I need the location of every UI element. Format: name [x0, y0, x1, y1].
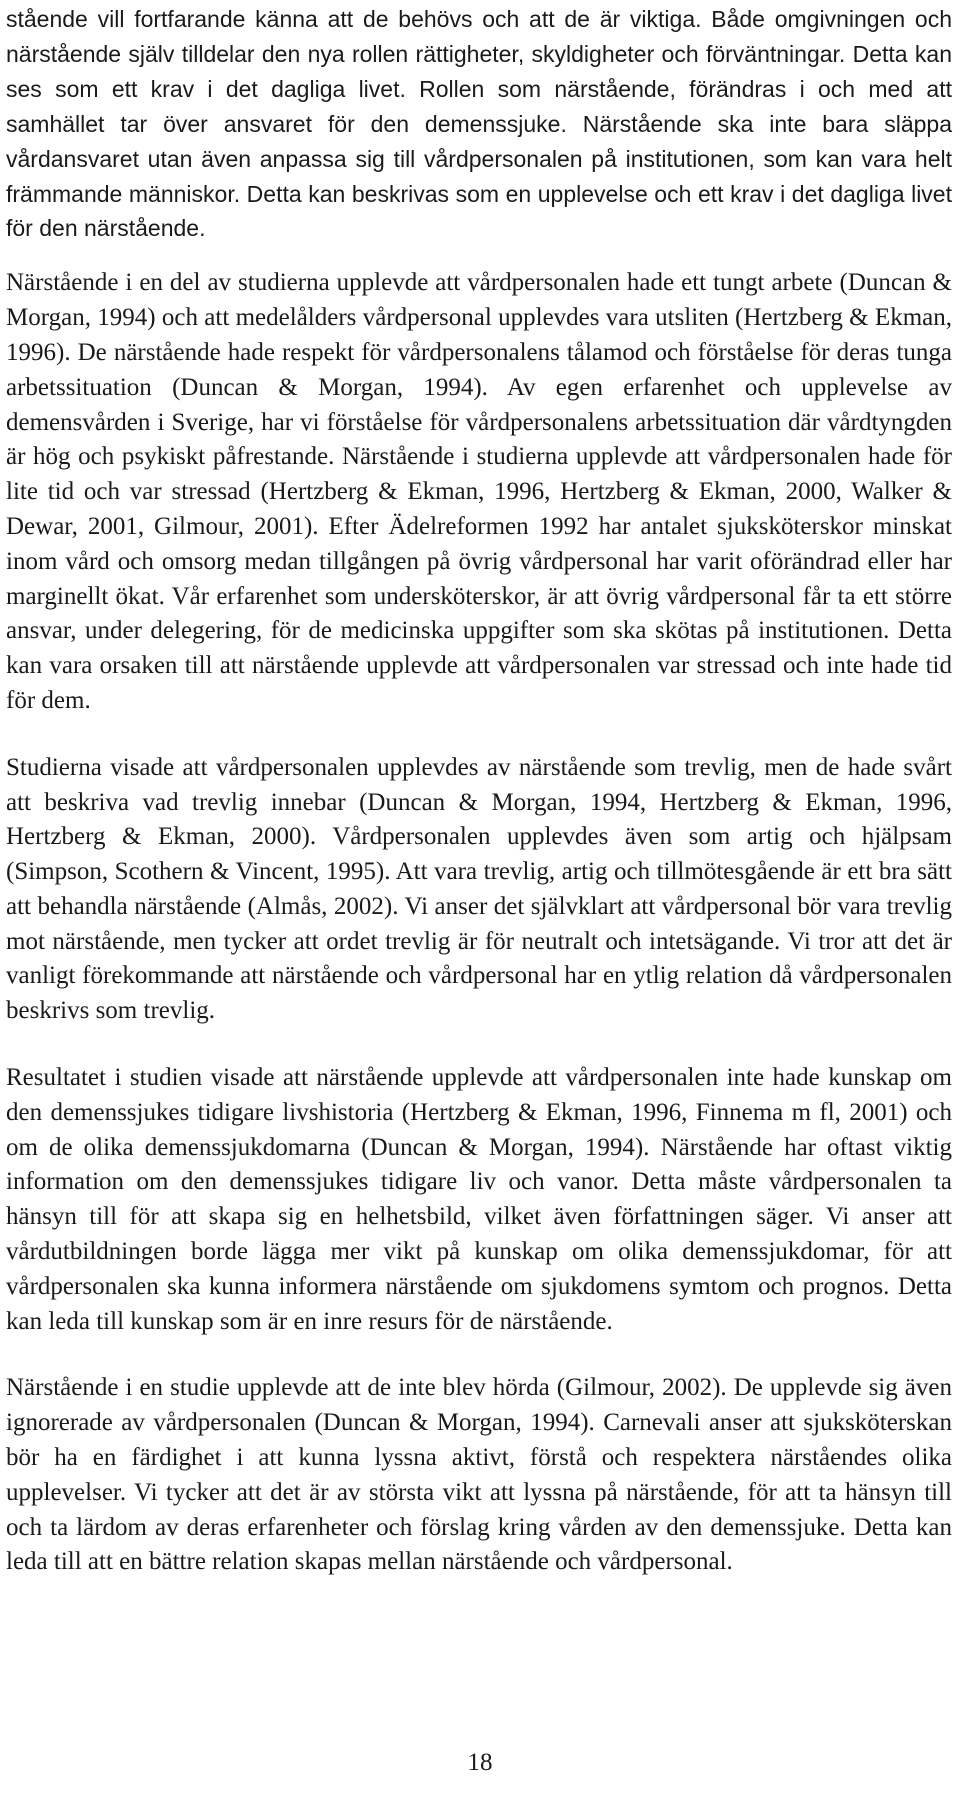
paragraph-2: Närstående i en del av studierna upplevde att vårdpersonalen hade ett tungt arbete (Duncan & Morgan, 1994) och att medelålders vårdpersonal upplevdes vara utsliten (Hertzberg & Ekman, 1996). De närstående hade respekt för vårdpersonalens tålamod och förståelse för deras tunga arbetssituation (Duncan & Morgan, 1994). Av egen erfarenhet och upplevelse av demensvården i Sverige, har vi förståelse för vårdpersonalens arbetssituation där vårdtyngden är hög och psykiskt påfrestande. Närstående i studierna upplevde att vårdpersonalen hade för lite tid och var stressad (Hertzberg & Ekman, 1996, Hertzberg & Ekman, 2000, Walker & Dewar, 2001, Gilmour, 2001). Efter Ädelreformen 1992 har antalet sjuksköterskor minskat inom vård och omsorg medan tillgången på övrig vårdpersonal har varit oförändrad eller har marginellt ökat. Vår erfarenhet som undersköterskor, är att övrig vårdpersonal får ta ett större ansvar, under delegering, för de medicinska uppgifter som ska skötas på institutionen. Detta kan vara orsaken till att närstående upplevde att vårdpersonalen var stressad och inte hade tid för dem. [6, 269, 952, 714]
paragraph-1: stående vill fortfarande känna att de behövs och att de är viktiga. Både omgivningen och närstående själv tilldelar den nya rollen rättigheter, skyldigheter och förväntningar. Detta kan ses som ett krav i det dagliga livet. Rollen som närstående, förändras i och med att samhället tar över ansvaret för den demenssjuke. Närstående ska inte bara släppa vårdansvaret utan även anpassa sig till vårdpersonalen på institutionen, som kan vara helt främmande människor. Detta kan beskrivas som en upplevelse och ett krav i det dagliga livet för den närstående. [6, 6, 952, 242]
paragraph-5: Närstående i en studie upplevde att de inte blev hörda (Gilmour, 2002). De upplevde sig även ignorerade av vårdpersonalen (Duncan & Morgan, 1994). Carnevali anser att sjuksköterskan bör ha en färdighet i att kunna lyssna aktivt, förstå och respektera närståendes olika upplevelser. Vi tycker att det är av största vikt att lyssna på närstående, för att ta hänsyn till och ta lärdom av deras erfarenheter och förslag kring vården av den demenssjuke. Detta kan leda till att en bättre relation skapas mellan närstående och vårdpersonal. [6, 1374, 952, 1576]
page-number: 18 [467, 1749, 493, 1776]
document-body [6, 2, 952, 1580]
paragraph-3: Studierna visade att vårdpersonalen upplevdes av närstående som trevlig, men de hade svårt att beskriva vad trevlig innebar (Duncan & Morgan, 1994, Hertzberg & Ekman, 1996, Hertzberg & Ekman, 2000). Vårdpersonalen upplevdes även som artig och hjälpsam (Simpson, Scothern & Vincent, 1995). Att vara trevlig, artig och tillmötesgående är ett bra sätt att behandla närstående (Almås, 2002). Vi anser det självklart att vårdpersonal bör vara trevlig mot närstående, men tycker att ordet trevlig är för neutralt och intetsägande. Vi tror att det är vanligt förekommande att närstående och vårdpersonal har en ytlig relation då vårdpersonalen beskrivs som trevlig. [6, 753, 952, 1025]
paragraph-4: Resultatet i studien visade att närstående upplevde att vårdpersonalen inte hade kunskap om den demenssjukes tidigare livshistoria (Hertzberg & Ekman, 1996, Finnema m fl, 2001) och om de olika demenssjukdomarna (Duncan & Morgan, 1994). Närstående har oftast viktig information om den demenssjukes tidigare liv och vanor. Detta måste vårdpersonalen ta hänsyn till för att skapa sig en helhetsbild, vilket även författningen säger. Vi anser att vårdutbildningen borde lägga mer vikt på kunskap om olika demenssjukdomar, för att vårdpersonalen ska kunna informera närstående om sjukdomens symtom och prognos. Detta kan leda till kunskap som är en inre resurs för de närstående. [6, 1064, 952, 1335]
